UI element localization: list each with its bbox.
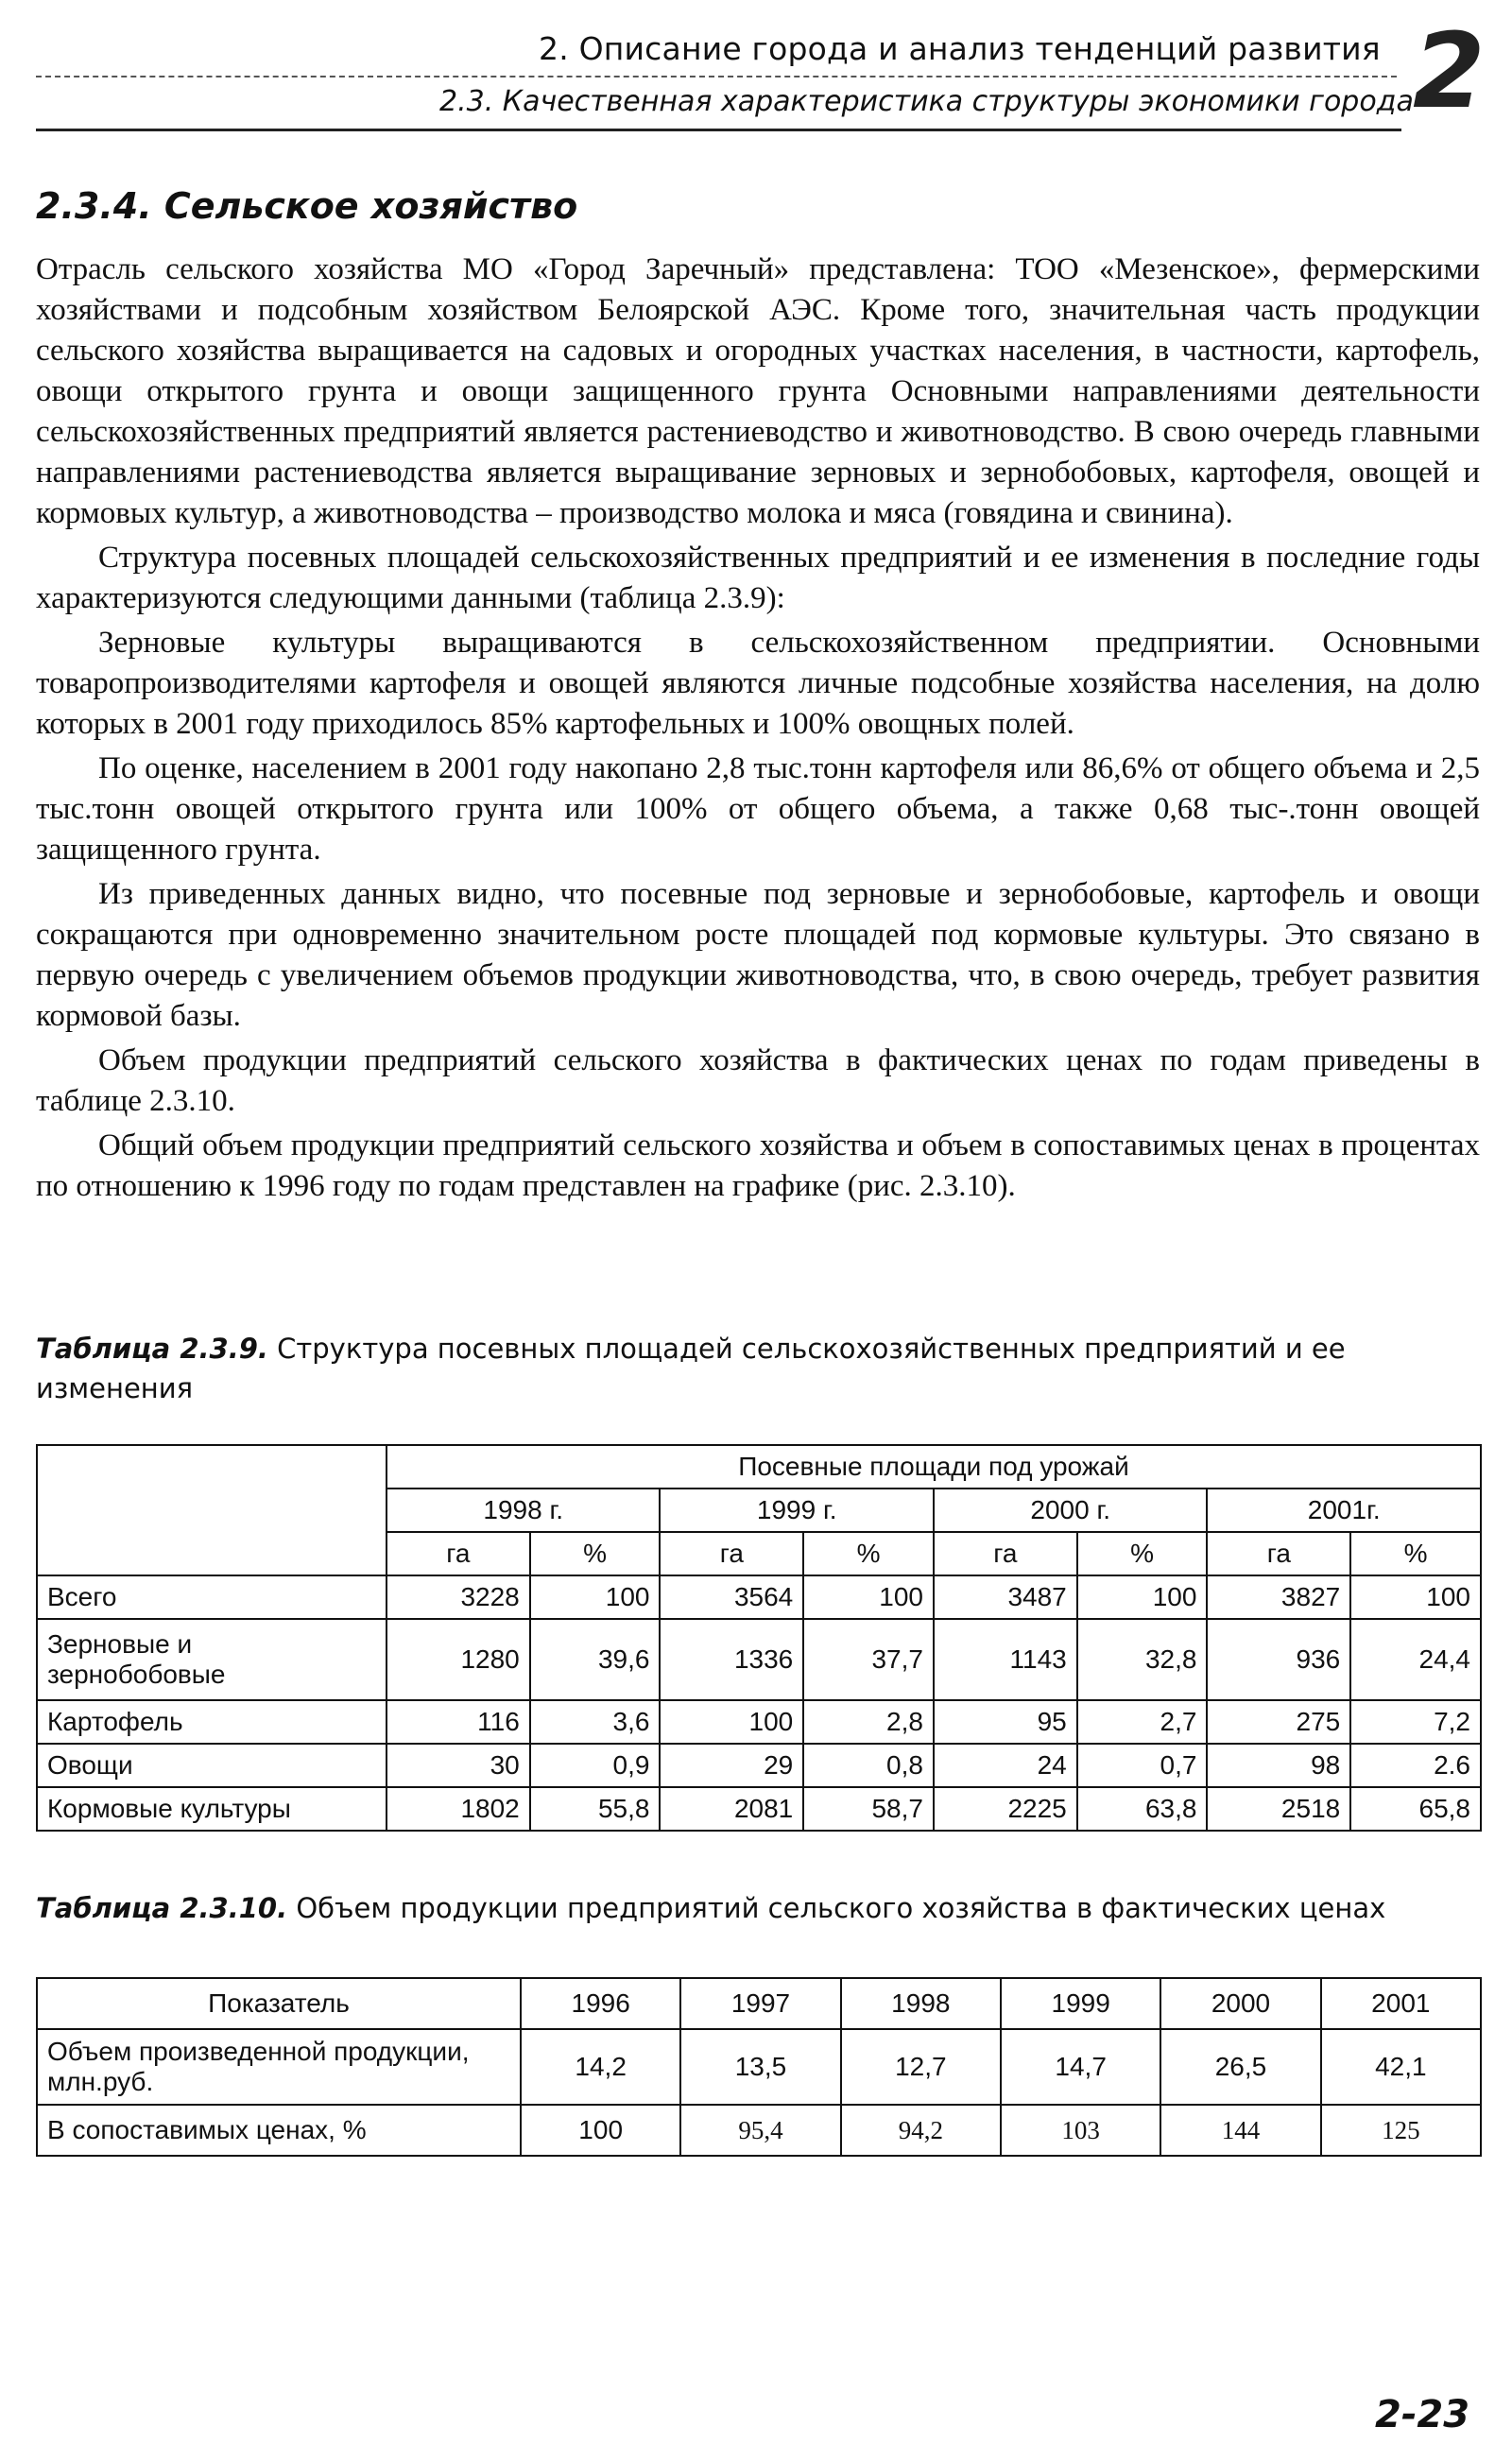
row-label: Картофель xyxy=(37,1700,387,1744)
column-header: Показатель xyxy=(37,1978,521,2029)
cell: 3564 xyxy=(660,1575,803,1619)
cell: 58,7 xyxy=(803,1787,934,1831)
cell: 30 xyxy=(387,1744,530,1787)
body-text xyxy=(36,250,1480,1211)
header-rule xyxy=(36,76,1397,77)
cell: 24 xyxy=(934,1744,1077,1787)
row-label: Зерновые и зернобобовые xyxy=(37,1619,387,1700)
table1-group-header: Посевные площади под урожай xyxy=(387,1445,1481,1489)
table-row xyxy=(37,1575,1481,1619)
column-header: 1996 xyxy=(521,1978,680,2029)
cell: 65,8 xyxy=(1350,1787,1481,1831)
table1-unit-header: % xyxy=(1350,1532,1481,1575)
column-header: 1998 xyxy=(841,1978,1001,2029)
page-number: 2-23 xyxy=(1375,2393,1470,2436)
paragraph: Объем продукции предприятий сельского хозяйства в фактических ценах по годам приведены в таблице 2.3.10. xyxy=(36,1043,1480,1118)
cell: 1143 xyxy=(934,1619,1077,1700)
cell: 32,8 xyxy=(1077,1619,1208,1700)
cell: 144 xyxy=(1160,2105,1320,2156)
row-label: Всего xyxy=(37,1575,387,1619)
table1-year-header: 1998 г. xyxy=(387,1489,660,1532)
table-row xyxy=(37,1700,1481,1744)
table2-caption-label: Таблица 2.3.10. xyxy=(36,1892,288,1924)
cell: 39,6 xyxy=(530,1619,661,1700)
cell: 13,5 xyxy=(680,2029,840,2105)
cell: 95,4 xyxy=(680,2105,840,2156)
cell: 125 xyxy=(1321,2105,1481,2156)
table1-year-header: 1999 г. xyxy=(660,1489,933,1532)
cell: 0,9 xyxy=(530,1744,661,1787)
table1-corner-cell xyxy=(37,1445,387,1575)
table1-unit-header: га xyxy=(660,1532,803,1575)
cell: 100 xyxy=(530,1575,661,1619)
cell: 100 xyxy=(1077,1575,1208,1619)
cell: 14,2 xyxy=(521,2029,680,2105)
row-label: В сопоставимых ценах, % xyxy=(37,2105,521,2156)
cell: 100 xyxy=(660,1700,803,1744)
cell: 116 xyxy=(387,1700,530,1744)
column-header: 1999 xyxy=(1001,1978,1160,2029)
paragraph: Из приведенных данных видно, что посевные под зерновые и зернобобовые, картофель и овощи сокращаются при одновременно значительном росте площадей под кормовые культуры. Это связано в первую очередь с увеличением объемов продукции животноводства, что, в свою очередь, требует развития кормовой базы. xyxy=(36,877,1480,1033)
paragraph: Отрасль сельского хозяйства МО «Город Заречный» представлена: ТОО «Мезенское», фермерскими хозяйствами и подсобным хозяйством Белоярской АЭС. Кроме того, значительная часть продукции сельского хозяйства выращивается на садовых и огородных участках населения, в частности, картофель, овощи открытого грунта и овощи защищенного грунта Основными направлениями деятельности сельскохозяйственных предприятий является растениеводство и животноводство. В свою очередь главными направлениями растениеводства является выращивание зерновых и зернобобовых, картофеля, овощей и кормовых культур, а животноводства – производство молока и мяса (говядина и свинина). xyxy=(36,252,1480,530)
cell: 2,7 xyxy=(1077,1700,1208,1744)
table1-unit-header: % xyxy=(530,1532,661,1575)
row-label: Овощи xyxy=(37,1744,387,1787)
cell: 63,8 xyxy=(1077,1787,1208,1831)
table1-caption-label: Таблица 2.3.9. xyxy=(36,1333,268,1365)
cell: 936 xyxy=(1207,1619,1350,1700)
paragraph: Структура посевных площадей сельскохозяйственных предприятий и ее изменения в последние годы характеризуются следующими данными (таблица 2.3.9): xyxy=(36,541,1480,615)
cell: 55,8 xyxy=(530,1787,661,1831)
table2-caption xyxy=(36,1888,1482,1928)
cell: 3487 xyxy=(934,1575,1077,1619)
column-header: 2001 xyxy=(1321,1978,1481,2029)
cell: 7,2 xyxy=(1350,1700,1481,1744)
table-row xyxy=(37,2105,1481,2156)
cell: 26,5 xyxy=(1160,2029,1320,2105)
table1-year-header: 2001г. xyxy=(1207,1489,1481,1532)
table-sown-areas xyxy=(36,1444,1482,1832)
table1-unit-header: % xyxy=(803,1532,934,1575)
cell: 2518 xyxy=(1207,1787,1350,1831)
cell: 275 xyxy=(1207,1700,1350,1744)
cell: 3,6 xyxy=(530,1700,661,1744)
table1-unit-header: га xyxy=(387,1532,530,1575)
cell: 2.6 xyxy=(1350,1744,1481,1787)
chapter-number-badge: 2 xyxy=(1413,10,1486,131)
table-row xyxy=(37,1787,1481,1831)
table-header-row xyxy=(37,1978,1481,2029)
cell: 1280 xyxy=(387,1619,530,1700)
paragraph: Общий объем продукции предприятий сельского хозяйства и объем в сопоставимых ценах в процентах по отношению к 1996 году по годам представлен на графике (рис. 2.3.10). xyxy=(36,1128,1480,1203)
cell: 29 xyxy=(660,1744,803,1787)
cell: 3228 xyxy=(387,1575,530,1619)
running-header-chapter: 2. Описание города и анализ тенденций развития xyxy=(539,30,1381,67)
cell: 94,2 xyxy=(841,2105,1001,2156)
cell: 100 xyxy=(521,2105,680,2156)
table-row xyxy=(37,1619,1481,1700)
table1-caption xyxy=(36,1329,1359,1408)
cell: 3827 xyxy=(1207,1575,1350,1619)
table-row xyxy=(37,2029,1481,2105)
cell: 1336 xyxy=(660,1619,803,1700)
table1-unit-header: га xyxy=(934,1532,1077,1575)
column-header: 1997 xyxy=(680,1978,840,2029)
cell: 37,7 xyxy=(803,1619,934,1700)
row-label: Объем произведенной продукции, млн.руб. xyxy=(37,2029,521,2105)
cell: 0,8 xyxy=(803,1744,934,1787)
cell: 0,7 xyxy=(1077,1744,1208,1787)
table1-unit-header: га xyxy=(1207,1532,1350,1575)
cell: 2225 xyxy=(934,1787,1077,1831)
paragraph: Зерновые культуры выращиваются в сельскохозяйственном предприятии. Основными товаропроизводителями картофеля и овощей являются личные подсобные хозяйства населения, на долю которых в 2001 году приходилось 85% картофельных и 100% овощных полей. xyxy=(36,626,1480,741)
cell: 14,7 xyxy=(1001,2029,1160,2105)
cell: 103 xyxy=(1001,2105,1160,2156)
cell: 12,7 xyxy=(841,2029,1001,2105)
cell: 100 xyxy=(803,1575,934,1619)
paragraph: По оценке, населением в 2001 году накопано 2,8 тыс.тонн картофеля или 86,6% от общего объема и 2,5 тыс.тонн овощей открытого грунта или 100% от общего объема, а также 0,68 тыс-.тонн овощей защищенного грунта. xyxy=(36,751,1480,867)
column-header: 2000 xyxy=(1160,1978,1320,2029)
section-title: 2.3.4. Сельское хозяйство xyxy=(36,185,578,227)
table1-unit-header: % xyxy=(1077,1532,1208,1575)
cell: 98 xyxy=(1207,1744,1350,1787)
cell: 95 xyxy=(934,1700,1077,1744)
cell: 24,4 xyxy=(1350,1619,1481,1700)
cell: 42,1 xyxy=(1321,2029,1481,2105)
row-label: Кормовые культуры xyxy=(37,1787,387,1831)
table1-caption-text: Структура посевных площадей сельскохозяйственных предприятий и ее изменения xyxy=(36,1333,1346,1404)
table2-caption-text: Объем продукции предприятий сельского хозяйства в фактических ценах xyxy=(296,1892,1386,1924)
cell: 2081 xyxy=(660,1787,803,1831)
running-header-subsection: 2.3. Качественная характеристика структуры экономики города xyxy=(439,85,1414,118)
cell: 100 xyxy=(1350,1575,1481,1619)
table-row xyxy=(37,1744,1481,1787)
cell: 1802 xyxy=(387,1787,530,1831)
header-rule-bold xyxy=(36,129,1401,131)
table-production-volume xyxy=(36,1977,1482,2157)
cell: 2,8 xyxy=(803,1700,934,1744)
table1-year-header: 2000 г. xyxy=(934,1489,1207,1532)
